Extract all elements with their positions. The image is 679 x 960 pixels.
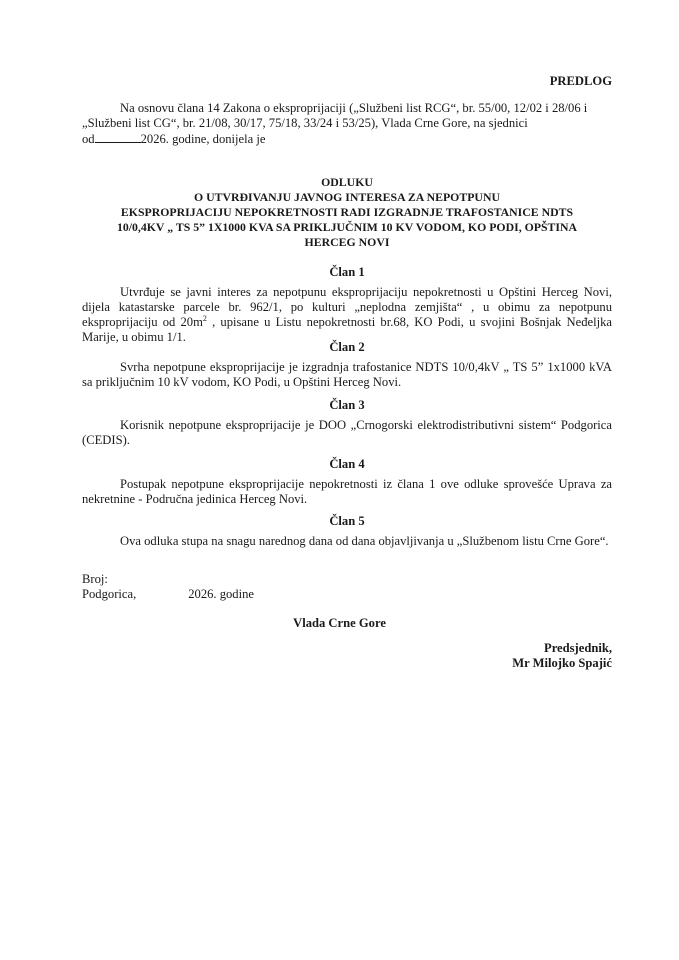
preamble-line-2: „Službeni list CG“, br. 21/08, 30/17, 75/18, 33/24 i 53/25), Vlada Crne Gore, na sjednici [82, 116, 528, 130]
title-line-2: O UTVRĐIVANJU JAVNOG INTERESA ZA NEPOTPUNU [193, 190, 500, 204]
preamble-od: od [82, 132, 95, 146]
preamble-line-3 [82, 131, 612, 147]
title-line-4: 10/0,4KV „ TS 5” 1X1000 KVA SA PRIKLJUČNIM 10 KV VODOM, KO PODI, OPŠTINA [116, 220, 578, 234]
issuer: Vlada Crne Gore [293, 616, 386, 630]
article-1-sup: 2 [202, 313, 207, 323]
article-4 [82, 457, 612, 507]
preamble-suffix: 2026. godine, donijela je [140, 132, 266, 146]
title-line-3: EKSPROPRIJACIJU NEPOKRETNOSTI RADI IZGRADNJE TRAFOSTANICE NDTS [120, 205, 574, 219]
date-blank [95, 131, 141, 143]
signer-role: Predsjednik, [544, 641, 612, 655]
article-4-text: Postupak nepotpune eksproprijacije nepokretnosti iz člana 1 ove odluke sprovešće Uprava za nekretnine - Područna jedinica Herceg Novi. [82, 477, 612, 506]
year: 2026. godine [188, 587, 254, 601]
article-2 [82, 340, 612, 390]
signature-block [512, 641, 612, 671]
article-1-text-a: Utvrđuje se javni interes za nepotpunu eksproprijaciju nepokretnosti u Opštini Herceg Novi, dijela katastarske parcele br. 962/1, po kulturi „neplodna zemjišta“ , u obimu za nepotpunu eksproprijaciju od 20m [82, 285, 612, 329]
article-2-heading: Član 2 [329, 340, 365, 354]
signer-name: Mr Milojko Spajić [512, 656, 612, 670]
document-footer [82, 572, 612, 602]
article-1 [82, 265, 612, 345]
title-line-5: HERCEG NOVI [304, 235, 390, 249]
preamble-line-1: Na osnovu člana 14 Zakona o eksproprijaciji („Službeni list RCG“, br. 55/00, 12/02 i 28/06 i [120, 101, 588, 115]
article-3-heading: Član 3 [329, 398, 365, 412]
place: Podgorica, [82, 587, 137, 601]
preamble [82, 101, 612, 147]
article-3 [82, 398, 612, 448]
article-5-text: Ova odluka stupa na snagu narednog dana od dana objavljivanja u „Službenom listu Crne Gore“. [120, 534, 609, 548]
reference-number: Broj: [82, 572, 108, 586]
article-3-text: Korisnik nepotpune eksproprijacije je DOO „Crnogorski elektrodistributivni sistem“ Podgorica (CEDIS). [82, 418, 612, 447]
place-date [82, 587, 612, 602]
article-1-text [82, 285, 612, 345]
article-2-text: Svrha nepotpune eksproprijacije je izgradnja trafostanice NDTS 10/0,4kV „ TS 5” 1x1000 kVA sa priključnim 10 kV vodom, KO Podi, u Opštini Herceg Novi. [82, 360, 612, 389]
article-5 [82, 514, 612, 549]
decision-title [82, 175, 612, 250]
article-4-heading: Član 4 [329, 457, 365, 471]
proposal-label: PREDLOG [549, 74, 612, 88]
article-1-heading: Član 1 [329, 265, 365, 279]
title-line-1: ODLUKU [321, 175, 373, 189]
article-5-heading: Član 5 [329, 514, 365, 528]
article-1-text-b: , upisane u Listu nepokretnosti br.68, KO Podi, u svojini Bošnjak Neđeljka Marije, u obimu 1/1. [82, 315, 612, 344]
